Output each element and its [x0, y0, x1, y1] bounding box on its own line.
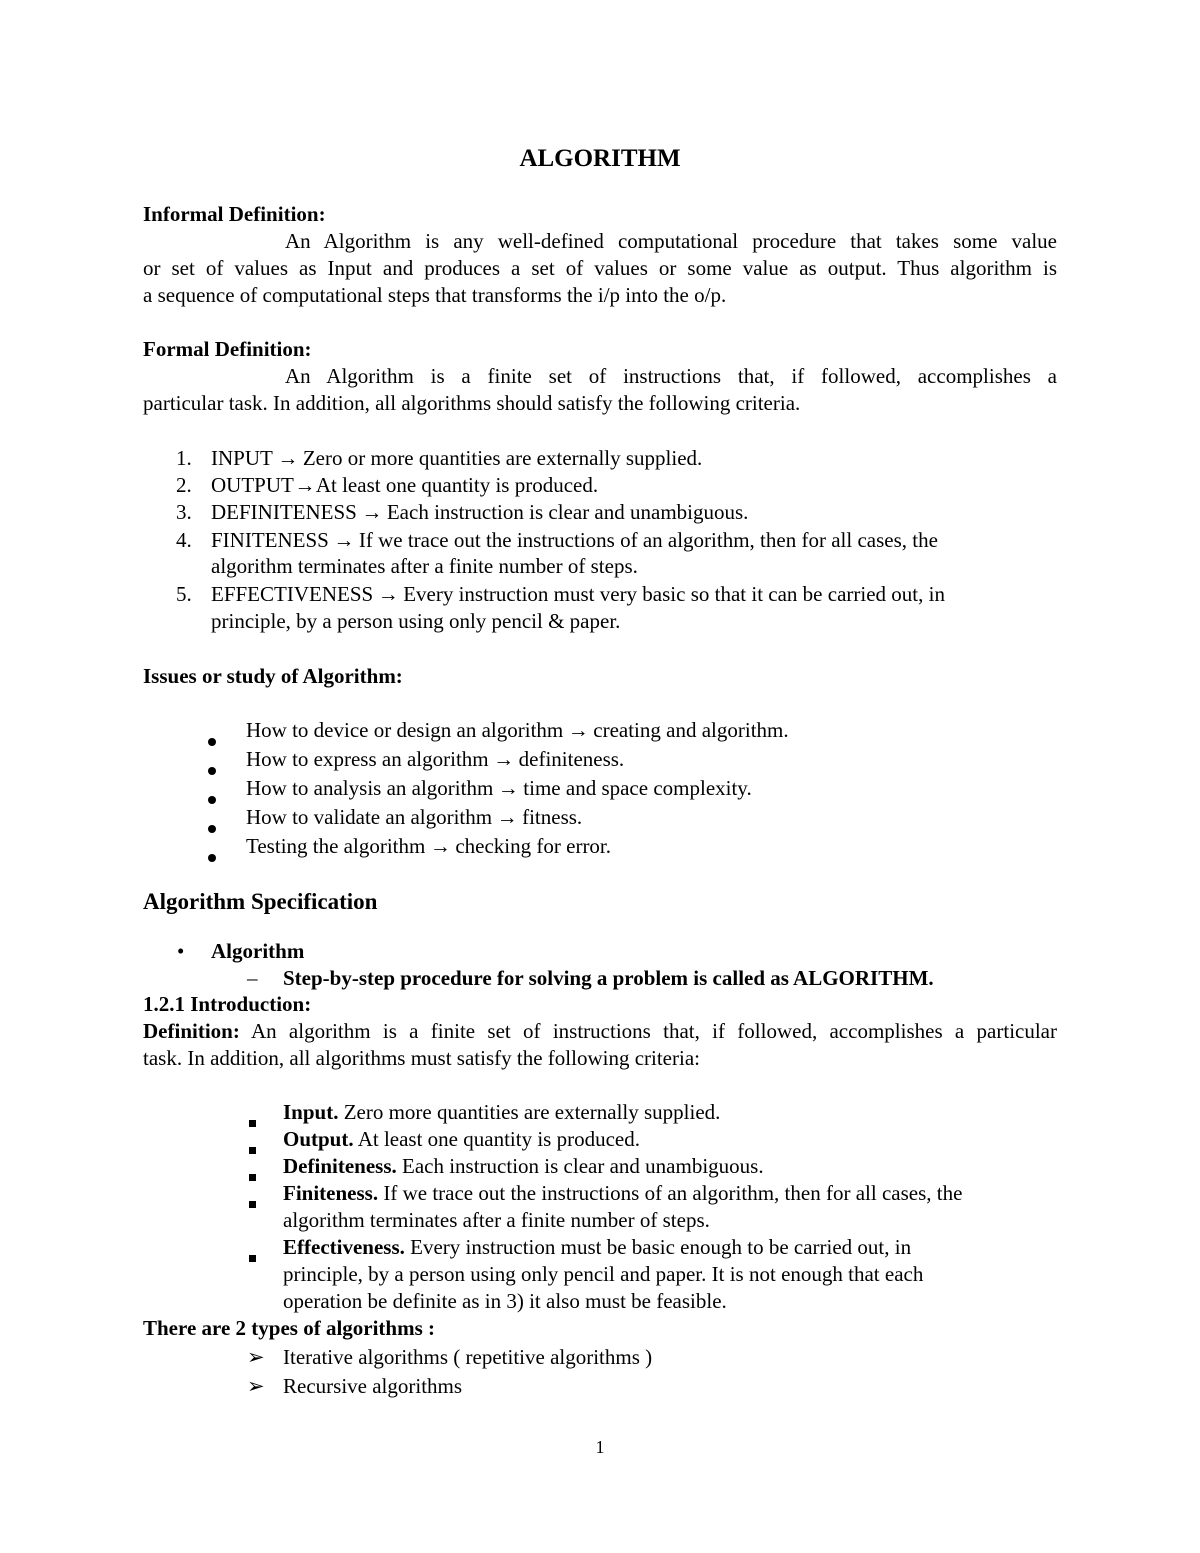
bullet-icon — [208, 854, 216, 862]
criteria-number: 2. — [176, 473, 192, 497]
arrow-icon: → — [333, 528, 355, 552]
criteria-description: Each instruction is clear and unambiguous. — [386, 500, 749, 524]
criteria-term: EFFECTIVENESS — [211, 582, 374, 606]
page-title: ALGORITHM — [519, 145, 681, 172]
square-bullet-icon — [249, 1147, 256, 1154]
criteria-description: At least one quantity is produced. — [315, 473, 599, 497]
intro-definition-line-2: task. In addition, all algorithms must satisfy the following criteria: — [143, 1046, 700, 1070]
criteria-number: 5. — [176, 582, 192, 606]
issue-item: How to validate an algorithm → fitness. — [246, 805, 583, 829]
criteria-item — [176, 527, 192, 554]
intro-criteria-continuation: algorithm terminates after a finite number of steps. — [283, 1208, 710, 1232]
formal-heading: Formal Definition: — [143, 337, 312, 361]
intro-criteria-item: Definiteness. Each instruction is clear and unambiguous. — [283, 1154, 764, 1178]
square-bullet-icon — [249, 1201, 256, 1208]
page-number: 1 — [595, 1437, 605, 1457]
bullet-icon — [208, 825, 216, 833]
criteria-item — [176, 445, 192, 472]
criteria-number: 1. — [176, 446, 192, 470]
bullet-icon — [208, 796, 216, 804]
spec-bullet-icon: • — [177, 939, 185, 963]
formal-line-1: An Algorithm is a finite set of instructions that, if followed, accomplishes a — [285, 364, 1057, 388]
intro-definition-line-1: Definition: An algorithm is a finite set of instructions that, if followed, accomplishes a particular — [143, 1019, 1057, 1043]
criteria-term: INPUT — [211, 446, 273, 470]
criteria-text — [211, 445, 702, 472]
criteria-item — [176, 581, 192, 608]
issue-item: How to express an algorithm → definiteness. — [246, 747, 625, 771]
arrow-icon: → — [496, 805, 518, 829]
criteria-number: 4. — [176, 528, 192, 552]
arrowhead-bullet-icon: ➢ — [247, 1345, 265, 1369]
spec-sub-item: Step-by-step procedure for solving a problem is called as ALGORITHM. — [283, 966, 934, 990]
type-item: Iterative algorithms ( repetitive algorithms ) — [283, 1345, 653, 1369]
informal-line-1: An Algorithm is any well-defined computational procedure that takes some value — [285, 229, 1057, 253]
arrow-icon: → — [294, 473, 316, 497]
intro-criteria-item: Finiteness. If we trace out the instructions of an algorithm, then for all cases, the — [283, 1181, 963, 1205]
arrow-icon: → — [493, 747, 515, 771]
criteria-term: DEFINITENESS — [211, 500, 357, 524]
type-item: Recursive algorithms — [283, 1374, 463, 1398]
issues-heading: Issues or study of Algorithm: — [143, 664, 403, 688]
issue-item: How to device or design an algorithm → creating and algorithm. — [246, 718, 789, 742]
intro-criteria-item: Input. Zero more quantities are externally supplied. — [283, 1100, 721, 1124]
arrow-icon: → — [429, 834, 451, 858]
bullet-icon — [208, 738, 216, 746]
informal-line-2: or set of values as Input and produces a set of values or some value as output. Thus algorithm is — [143, 256, 1057, 280]
arrow-icon: → — [377, 582, 399, 606]
arrow-icon: → — [497, 776, 519, 800]
arrow-icon: → — [361, 500, 383, 524]
criteria-term: OUTPUT — [211, 473, 294, 497]
criteria-item — [176, 499, 192, 526]
square-bullet-icon — [249, 1174, 256, 1181]
criteria-description: If we trace out the instructions of an algorithm, then for all cases, the — [358, 528, 938, 552]
arrow-icon: → — [567, 718, 589, 742]
criteria-number: 3. — [176, 500, 192, 524]
square-bullet-icon — [249, 1120, 256, 1127]
issue-item: How to analysis an algorithm → time and space complexity. — [246, 776, 752, 800]
criteria-text — [211, 581, 945, 608]
intro-heading: 1.2.1 Introduction: — [143, 992, 312, 1016]
criteria-description: Zero or more quantities are externally supplied. — [302, 446, 703, 470]
criteria-continuation: algorithm terminates after a finite number of steps. — [211, 554, 638, 578]
informal-line-3: a sequence of computational steps that transforms the i/p into the o/p. — [143, 283, 727, 307]
arrow-icon: → — [277, 446, 299, 470]
criteria-description: Every instruction must very basic so that it can be carried out, in — [403, 582, 945, 606]
criteria-term: FINITENESS — [211, 528, 329, 552]
criteria-item — [176, 472, 192, 499]
informal-heading: Informal Definition: — [143, 202, 326, 226]
types-heading: There are 2 types of algorithms : — [143, 1316, 436, 1340]
spec-bullet-label: Algorithm — [211, 939, 305, 963]
criteria-text — [211, 499, 748, 526]
intro-criteria-continuation: principle, by a person using only pencil and paper. It is not enough that each — [283, 1262, 924, 1286]
intro-criteria-item: Effectiveness. Every instruction must be basic enough to be carried out, in — [283, 1235, 912, 1259]
spec-heading: Algorithm Specification — [143, 889, 378, 914]
criteria-text — [211, 472, 598, 499]
square-bullet-icon — [249, 1255, 256, 1262]
criteria-text — [211, 527, 1057, 554]
dash-icon: – — [247, 966, 258, 990]
issue-item: Testing the algorithm → checking for error. — [246, 834, 612, 858]
bullet-icon — [208, 767, 216, 775]
intro-criteria-continuation: operation be definite as in 3) it also must be feasible. — [283, 1289, 727, 1313]
arrowhead-bullet-icon: ➢ — [247, 1374, 265, 1398]
intro-criteria-item: Output. At least one quantity is produced. — [283, 1127, 640, 1151]
criteria-continuation: principle, by a person using only pencil & paper. — [211, 609, 621, 633]
formal-line-2: particular task. In addition, all algorithms should satisfy the following criteria. — [143, 391, 801, 415]
